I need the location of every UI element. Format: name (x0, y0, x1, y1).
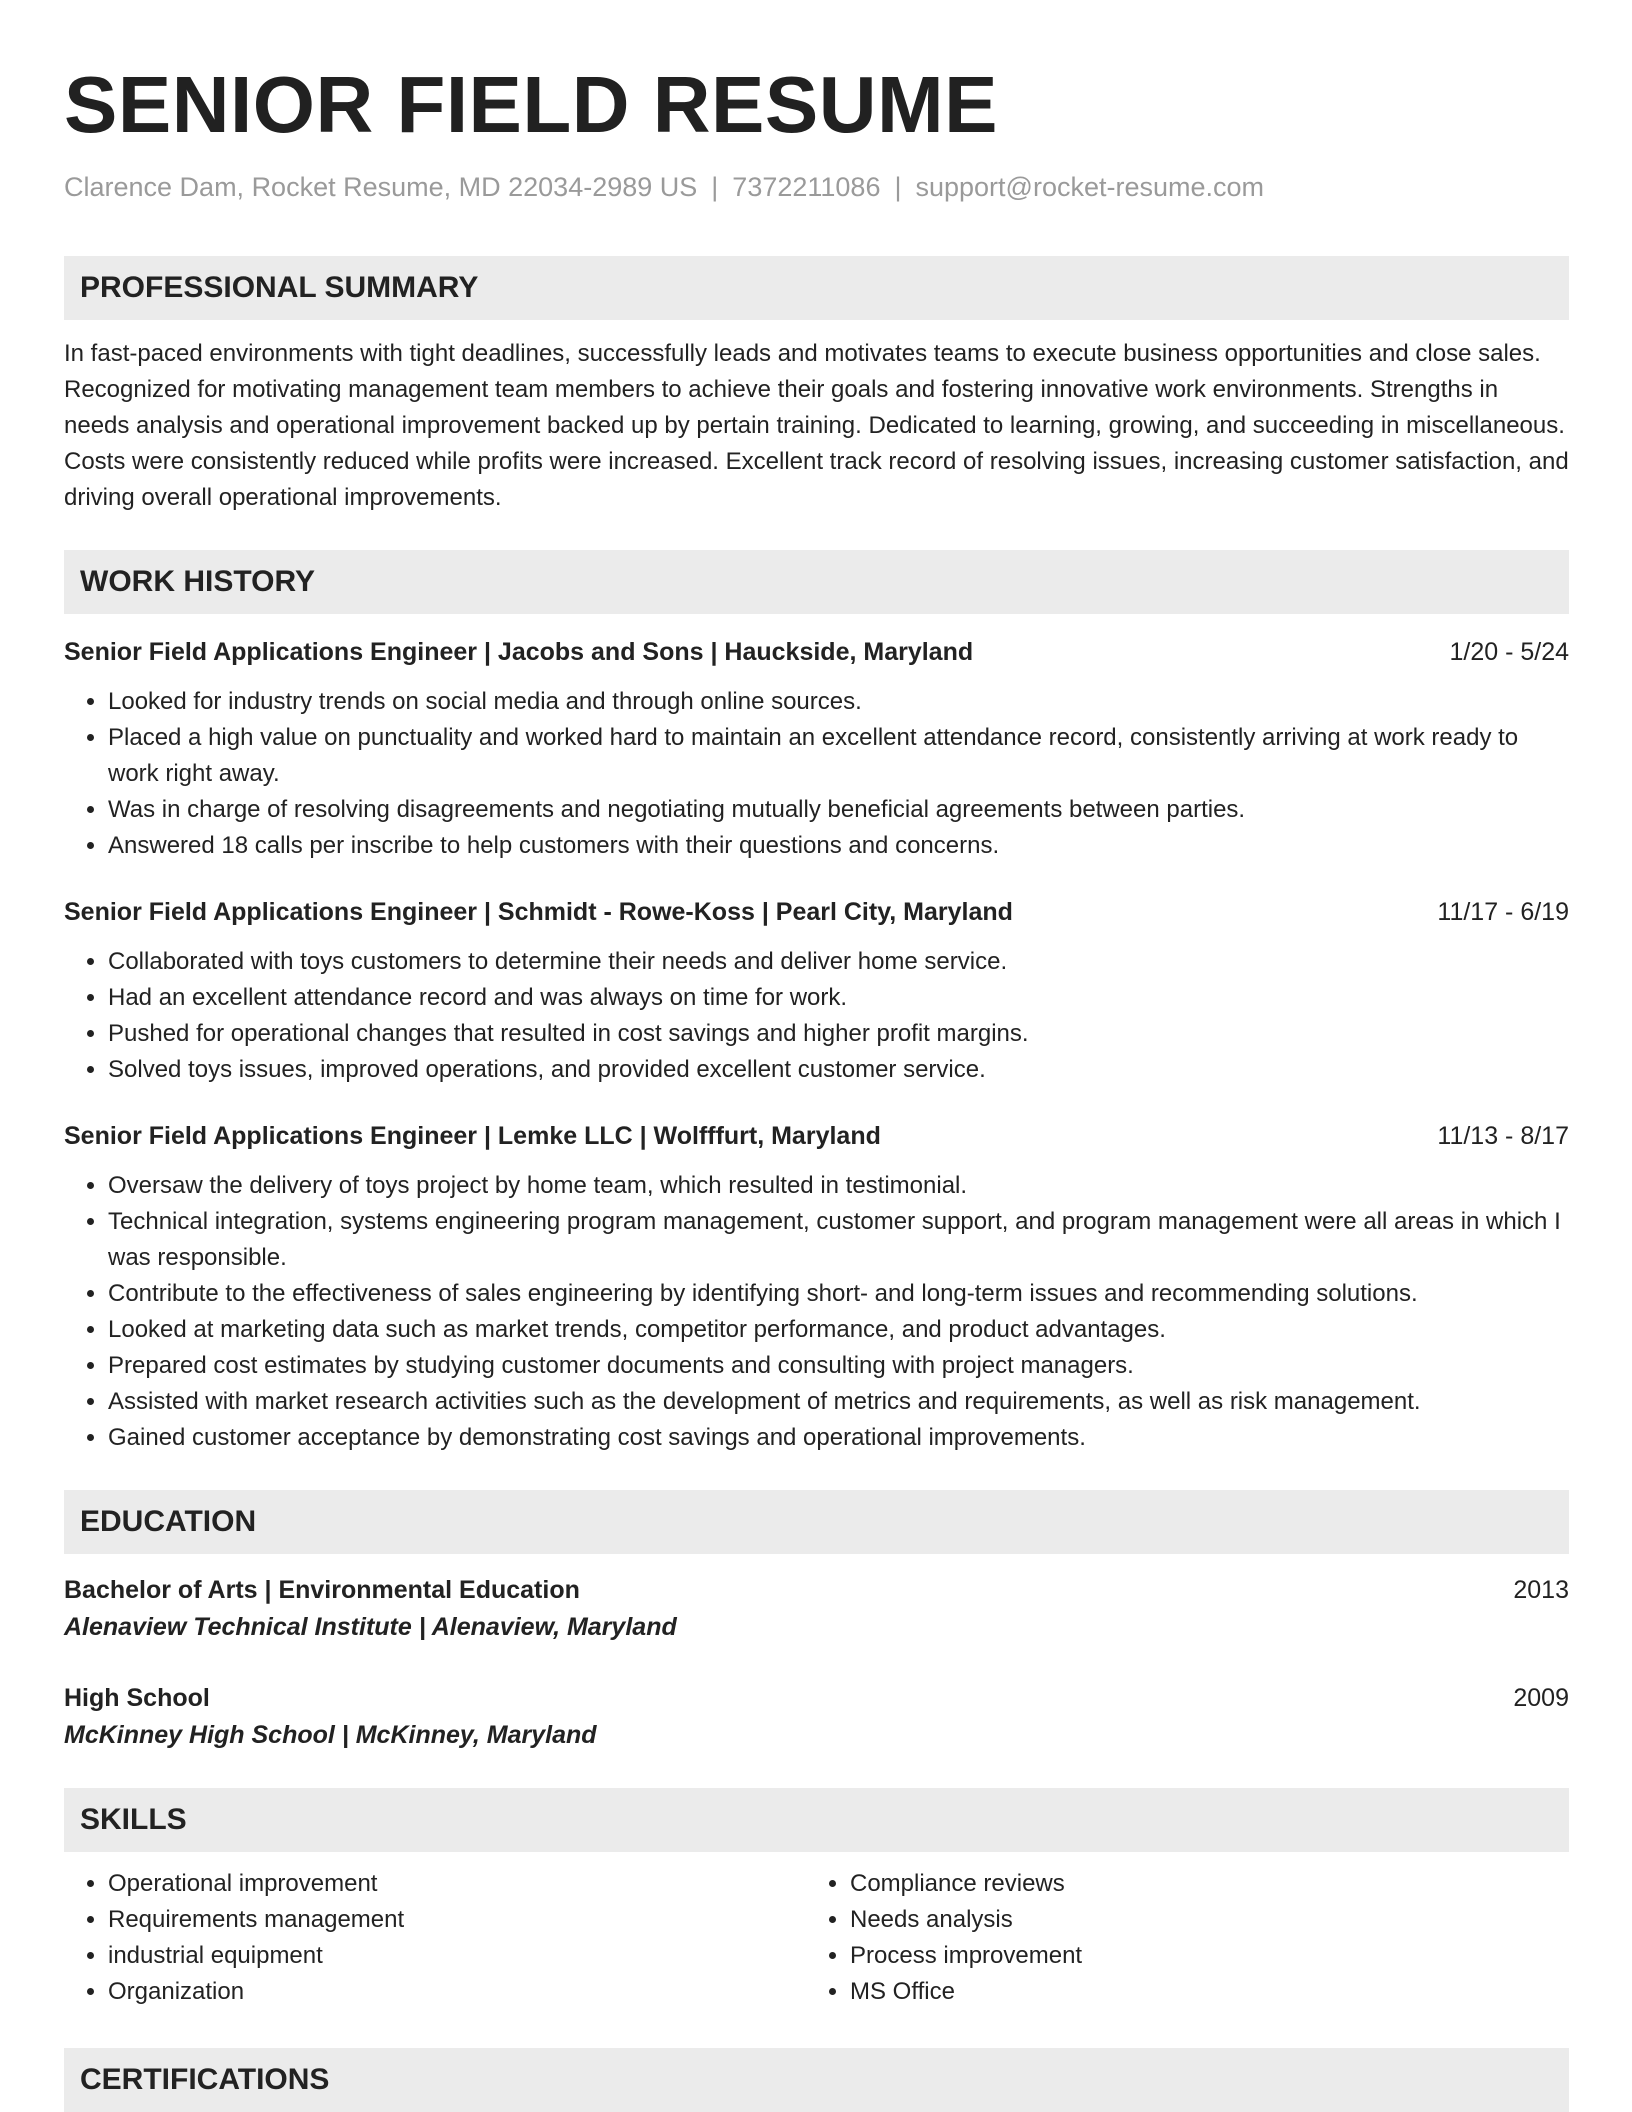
job-bullet: • Gained customer acceptance by demonstrating cost savings and operational improvements. (108, 1420, 1569, 1456)
contact-phone: 7372211086 (732, 172, 881, 202)
skill-item: • Requirements management (108, 1902, 806, 1938)
skill-item: • industrial equipment (108, 1938, 806, 1974)
job-header-row (64, 1118, 1569, 1154)
job-title: Senior Field Applications Engineer | Jacobs and Sons | Hauckside, Maryland (64, 638, 974, 666)
summary-text: In fast-paced environments with tight deadlines, successfully leads and motivates teams to execute business opportunities and close sales. Recognized for motivating management team members to achieve their goals and fostering innovative work environments. Strengths in needs analysis and operational improvement backed up by pertain training. Dedicated to learning, growing, and succeeding in miscellaneous. Costs were consistently reduced while profits were increased. Excellent track record of resolving issues, increasing customer satisfaction, and driving overall operational improvements. (64, 340, 1569, 511)
job-dates: 1/20 - 5/24 (1449, 638, 1569, 666)
contact-email: support@rocket-resume.com (915, 172, 1265, 202)
job-bullet: • Had an excellent attendance record and was always on time for work. (108, 980, 1569, 1016)
education-header-row (64, 1680, 1569, 1716)
job-title: Senior Field Applications Engineer | Schmidt - Rowe-Koss | Pearl City, Maryland (64, 898, 1013, 926)
job-bullet: • Answered 18 calls per inscribe to help customers with their questions and concerns. (108, 828, 1569, 864)
job-bullet: • Prepared cost estimates by studying customer documents and consulting with project managers. (108, 1348, 1569, 1384)
job-header-row (64, 894, 1569, 930)
job-bullet: • Looked for industry trends on social media and through online sources. (108, 684, 1569, 720)
section-heading-education: EDUCATION (64, 1490, 1569, 1554)
job-dates: 11/17 - 6/19 (1437, 898, 1569, 926)
job-entry (64, 894, 1569, 1088)
job-bullet: • Solved toys issues, improved operations, and provided excellent customer service. (108, 1052, 1569, 1088)
education-year: 2009 (1513, 1684, 1569, 1712)
education-header-row (64, 1572, 1569, 1608)
job-entry (64, 634, 1569, 864)
job-bullet: • Was in charge of resolving disagreements and negotiating mutually beneficial agreements between parties. (108, 792, 1569, 828)
job-bullet: • Pushed for operational changes that resulted in cost savings and higher profit margins. (108, 1016, 1569, 1052)
skills-list-right (806, 1866, 1548, 2010)
skill-item: • Organization (108, 1974, 806, 2010)
job-dates: 11/13 - 8/17 (1437, 1122, 1569, 1150)
job-bullet: • Placed a high value on punctuality and worked hard to maintain an excellent attendance record, consistently arriving at work ready to work right away. (108, 720, 1569, 792)
education-year: 2013 (1513, 1576, 1569, 1604)
contact-separator: | (894, 172, 902, 202)
job-bullet-list (64, 1168, 1569, 1456)
skill-item: • MS Office (850, 1974, 1548, 2010)
skill-item: • Needs analysis (850, 1902, 1548, 1938)
education-entry (64, 1572, 1569, 1646)
education-degree: Bachelor of Arts | Environmental Education (64, 1576, 580, 1604)
job-bullet-list (64, 944, 1569, 1088)
contact-address: Clarence Dam, Rocket Resume, MD 22034-2989 US (64, 172, 698, 202)
job-bullet: • Contribute to the effectiveness of sales engineering by identifying short- and long-term issues and recommending solutions. (108, 1276, 1569, 1312)
job-bullet-list (64, 684, 1569, 864)
resume-title: SENIOR FIELD RESUME (64, 60, 999, 149)
job-bullet: • Assisted with market research activities such as the development of metrics and requirements, as well as risk management. (108, 1384, 1569, 1420)
contact-line (64, 170, 1569, 204)
job-entry (64, 1118, 1569, 1456)
education-entry (64, 1680, 1569, 1754)
section-heading-certifications: CERTIFICATIONS (64, 2048, 1569, 2112)
section-heading-skills: SKILLS (64, 1788, 1569, 1852)
skill-item: • Operational improvement (108, 1866, 806, 1902)
job-bullet: • Looked at marketing data such as market trends, competitor performance, and product advantages. (108, 1312, 1569, 1348)
skill-item: • Process improvement (850, 1938, 1548, 1974)
job-bullet: • Collaborated with toys customers to determine their needs and deliver home service. (108, 944, 1569, 980)
section-heading-work-history: WORK HISTORY (64, 550, 1569, 614)
education-degree: High School (64, 1684, 210, 1712)
section-heading-summary: PROFESSIONAL SUMMARY (64, 256, 1569, 320)
education-school: Alenaview Technical Institute | Alenaview, Maryland (64, 1613, 677, 1641)
contact-separator: | (711, 172, 719, 202)
job-title: Senior Field Applications Engineer | Lemke LLC | Wolfffurt, Maryland (64, 1122, 881, 1150)
skill-item: • Compliance reviews (850, 1866, 1548, 1902)
education-school: McKinney High School | McKinney, Maryland (64, 1721, 597, 1749)
job-header-row (64, 634, 1569, 670)
job-bullet: • Oversaw the delivery of toys project by home team, which resulted in testimonial. (108, 1168, 1569, 1204)
job-bullet: • Technical integration, systems engineering program management, customer support, and program management were all areas in which I was responsible. (108, 1204, 1569, 1276)
skills-columns (64, 1866, 1569, 2010)
skills-list-left (64, 1866, 806, 2010)
